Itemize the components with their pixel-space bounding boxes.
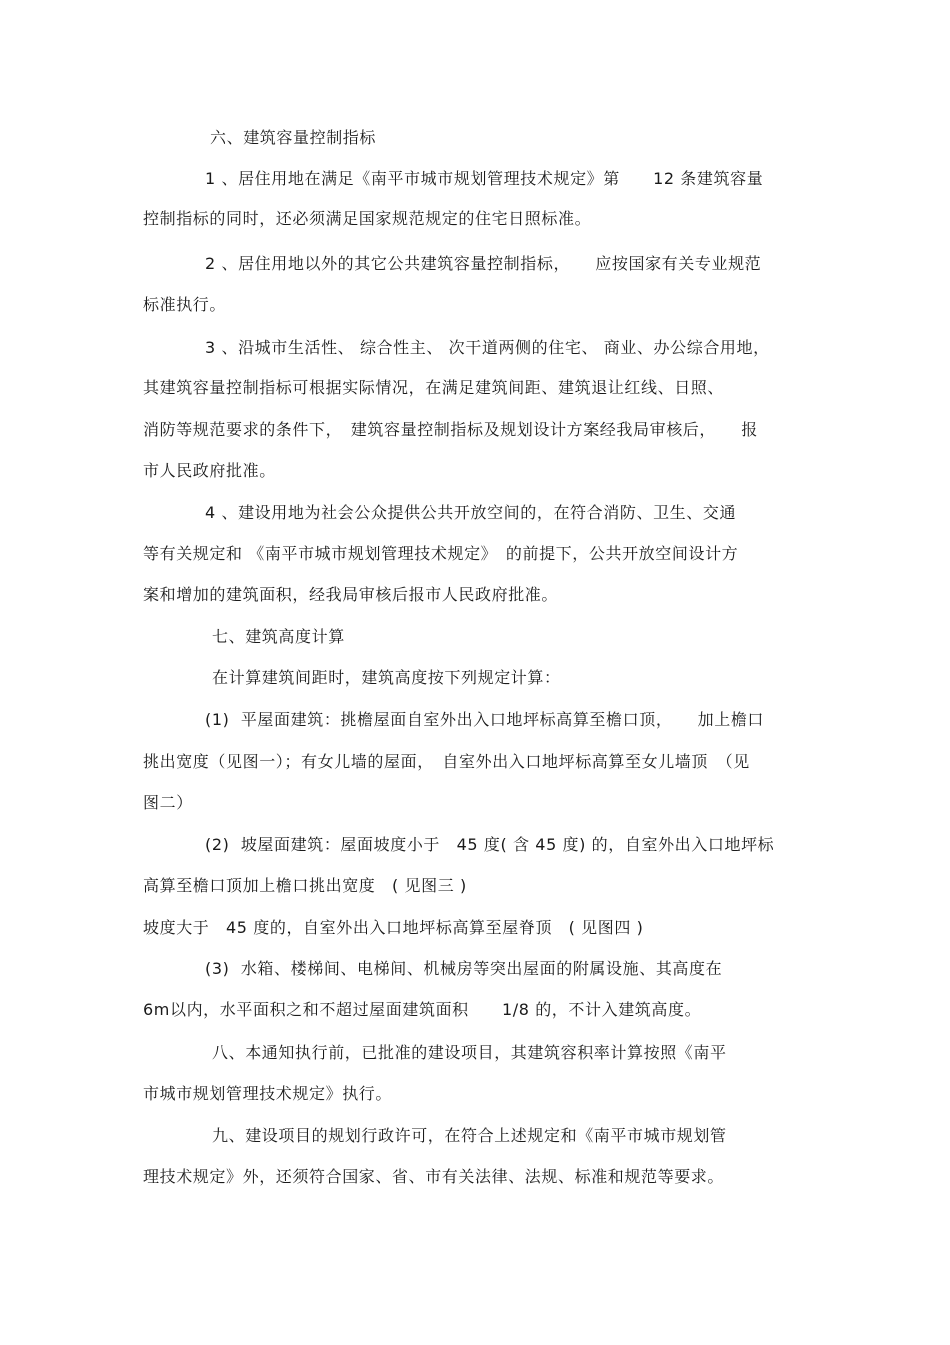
paragraph-line: 坡度大于 45 度的，自室外出入口地坪标高算至屋脊顶 ( 见图四 )	[143, 918, 644, 937]
paragraph-line: 3 、沿城市生活性、 综合性主、 次干道两侧的住宅、 商业、办公综合用地，	[205, 338, 770, 357]
paragraph-line: (2) 坡屋面建筑：屋面坡度小于 45 度( 含 45 度) 的，自室外出入口地坪标	[205, 835, 775, 854]
section-9-line: 九、建设项目的规划行政许可，在符合上述规定和《南平市城市规划管	[212, 1126, 727, 1145]
paragraph-line: 等有关规定和 《南平市城市规划管理技术规定》 的前提下，公共开放空间设计方	[143, 544, 739, 563]
paragraph-line: 6m以内，水平面积之和不超过屋面建筑面积 1/8 的，不计入建筑高度。	[143, 1000, 702, 1019]
paragraph-line: 市人民政府批准。	[143, 461, 276, 480]
paragraph-line: 消防等规范要求的条件下， 建筑容量控制指标及规划设计方案经我局审核后， 报	[143, 420, 758, 439]
paragraph-line: 控制指标的同时，还必须满足国家规范规定的住宅日照标准。	[143, 209, 592, 228]
paragraph-line: 图二）	[143, 793, 193, 812]
paragraph-line: (3) 水箱、楼梯间、电梯间、机械房等突出屋面的附属设施、其高度在	[205, 959, 723, 978]
paragraph-line: 理技术规定》外，还须符合国家、省、市有关法律、法规、标准和规范等要求。	[143, 1167, 725, 1186]
paragraph-line: (1) 平屋面建筑：挑檐屋面自室外出入口地坪标高算至檐口顶， 加上檐口	[205, 710, 765, 729]
paragraph-line: 2 、居住用地以外的其它公共建筑容量控制指标， 应按国家有关专业规范	[205, 254, 762, 273]
paragraph-line: 4 、建设用地为社会公众提供公共开放空间的，在符合消防、卫生、交通	[205, 503, 737, 522]
paragraph-line: 挑出宽度（见图一）；有女儿墙的屋面， 自室外出入口地坪标高算至女儿墙顶 （见	[143, 752, 750, 771]
paragraph-line: 其建筑容量控制指标可根据实际情况，在满足建筑间距、建筑退让红线、日照、	[143, 378, 725, 397]
paragraph-line: 在计算建筑间距时，建筑高度按下列规定计算：	[212, 668, 561, 687]
paragraph-line: 市城市规划管理技术规定》执行。	[143, 1084, 393, 1103]
paragraph-line: 标准执行。	[143, 295, 227, 314]
paragraph-line: 高算至檐口顶加上檐口挑出宽度 ( 见图三 )	[143, 876, 467, 895]
section-6-heading: 六、建筑容量控制指标	[210, 128, 377, 147]
paragraph-line: 1 、居住用地在满足《南平市城市规划管理技术规定》第 12 条建筑容量	[205, 169, 764, 188]
paragraph-line: 案和增加的建筑面积，经我局审核后报市人民政府批准。	[143, 585, 559, 604]
section-8-line: 八、本通知执行前，已批准的建设项目，其建筑容积率计算按照《南平	[212, 1043, 727, 1062]
section-7-heading: 七、建筑高度计算	[212, 627, 345, 646]
